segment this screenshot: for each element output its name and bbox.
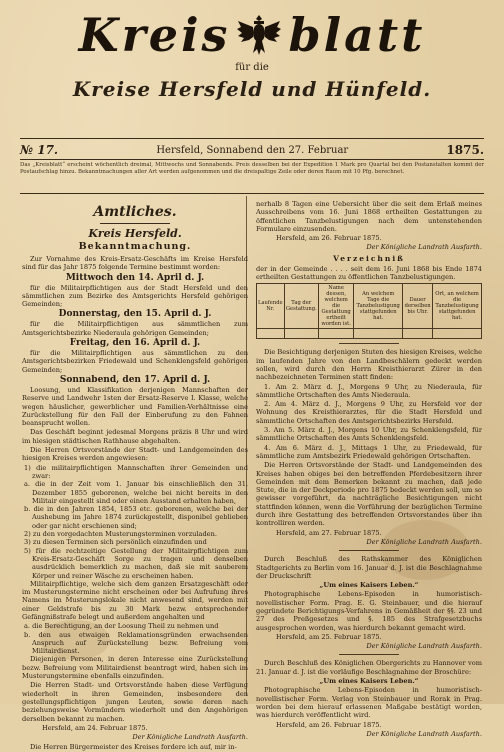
table-header: Name dessen, welchem die Gestattung ertheilt worden ist. [319, 284, 354, 329]
title-left: Kreis [78, 8, 231, 62]
masthead [0, 6, 504, 102]
list-item: 4. Am 6. März d. J., Mittags 1 Uhr, zu Friedewald, für sämmtliche zum Amtsbezirk Friedewald gehörigen Ortschaften. [256, 443, 482, 460]
list-item: 5) für die rechtzeitige Gestellung der Militairpflichtigen zum Kreis-Ersatz-Geschäft Sorge zu tragen und denselben ausdrücklich bemerklich zu machen, daß sie mit sauberem Körper und reiner Wäsche zu erscheinen haben. [24, 546, 248, 580]
date-text: für die Militairpflichtigen aus der Stadt Hersfeld und den sämmtlichen zum Bezirke des Amtsgerichts Hersfeld gehörigen Gemeinden; [22, 283, 248, 309]
paragraph: Die Herren Ortsvorstände der Stadt- und Landgemeinden des hiesigen Kreises werden angewiesen: [22, 446, 248, 463]
table-header: An welchem Tage die Tanzbelustigung stattgefunden hat. [354, 284, 403, 329]
register-table [256, 283, 482, 339]
date-heading: Mittwoch den 14. April d. J. [65, 272, 205, 283]
place-date: Hersfeld, am 24. Februar 1875. [42, 723, 148, 732]
date-text: Loosung, und Klassifikation derjenigen Mannschaften der Reserve und Landwehr 1sten der Ersatz-Reserve I. Klasse, welche wegen häuslicher, gewerblicher und Familien-Verhältnisse eine Zurückstellung für den Fall der Einberufung zu den Fahnen beansprucht wollen. [22, 385, 248, 428]
masthead-rule [20, 138, 484, 139]
issue-place-date: Hersfeld, Sonnabend den 27. Februar [156, 144, 349, 156]
issue-line [20, 142, 484, 158]
table-row [257, 329, 482, 339]
list-item: 3) zu diesen Terminen sich persönlich einzufinden und [24, 538, 207, 547]
announcement-heading: Bekanntmachung. [78, 241, 192, 252]
list-item: 1. Am 2. März d. J., Morgens 9 Uhr, zu Niederaula, für sämmtliche Ortschaften des Amts Niederaula. [256, 382, 482, 399]
signature: Der Königliche Landrath Ausfarth. [132, 733, 248, 742]
subscription-notice: Das „Kreisblatt“ erscheint wöchentlich dreimal, Mittwochs und Sonnabends. Preis desselben bei der Expedition 1 Mark pro Quartal bei den Postanstalten kommt der Postaufschlag hinzu. Bekanntmachungen aller Art werden aufgenommen und die dreispaltige Zeile oder deren Raum mit 10 Pfg. berechnet. [20, 162, 484, 175]
date-text: für die Militairpflichtigen aus sämmtlichen zu den Amtsgerichtsbezirken Friedewald und Schenklengsfeld gehörigen Gemeinden; [22, 349, 248, 374]
notice-rule [20, 193, 484, 194]
list-item: 2) zu den vorgedachten Musterungsterminen vorzuladen. [24, 530, 217, 539]
paragraph: Photographische Lebens-Episoden in humoristisch-novellistischer Form. Verlag von Steinbauer und Rorak in Prag. worden bei dem hierauf erlassenen Maßgabe bestätigt worden, was hierdurch veröffentlicht wird. [256, 686, 482, 720]
place-date: Hersfeld, am 26. Februar 1875. [276, 720, 382, 729]
paragraph: nerhalb 8 Tagen eine Uebersicht über die seit dem Erlaß meines Ausschreibens vom 16. Juni 1868 ertheilten Gestattungen zu öffentlichen Tanzbelustigungen nach dem untenstehenden Formulare einzusenden. [256, 200, 482, 233]
paragraph: Das Geschäft beginnt jedesmal Morgens präzis 8 Uhr und wird im hiesigen städtischen Rathhause abgehalten. [22, 428, 248, 445]
issue-year: 1875. [446, 143, 484, 157]
paragraph: Die Herren Ortsvorstände der Stadt- und Landgemeinden des Kreises haben obiges bei den betreffenden Pferdebesitzern ihrer Gemeinden mit dem Bemerken bekannt zu machen, daß jede Stute, die in der Deckperiode pro 1875 bedeckt werden soll, um so gewisser vorgeführt, da nachträgliche Besichtigungen nicht stattfinden können, wenn die Vorführung der bezüglichen Termine durch ihre Gestattung des betreffenden Ortsvorstandes über ihn kontrolliren werden. [256, 461, 482, 528]
signature: Der Königliche Landrath Ausfarth. [366, 729, 482, 738]
publication-title: „Um eines Kaisers Leben.“ [319, 677, 419, 686]
office-heading: Kreis Hersfeld. [88, 227, 182, 240]
list-item: 3. Am 5. März d. J., Morgens 10 Uhr, zu Schenklengsfeld, für sämmtliche Ortschaften des Amts Schenklengsfeld. [256, 426, 482, 443]
paragraph: Diejenigen Personen, in deren Interesse eine Zurückstellung bezw. Befreiung vom Militairdienst beantragt wird, haben sich im Musterungstermine ebenfalls einzufinden. [22, 655, 248, 681]
separator [339, 654, 399, 655]
place-date: Hersfeld, am 27. Februar 1875. [276, 528, 382, 537]
register-title: Verzeichniß [333, 253, 405, 263]
issue-rule [20, 159, 484, 160]
paragraph: Die Besichtigung derjenigen Stuten des hiesigen Kreises, welche im laufenden Jahre von den Landbeschälern gedeckt werden sollen, wird durch den Herrn Kreisthierarzt Zürer in den nachbezeichneten Terminen statt finden: [256, 348, 482, 382]
left-column [22, 200, 248, 752]
signature: Der Königliche Landrath Ausfarth. [366, 642, 482, 651]
issue-number: № 17. [20, 143, 59, 157]
title-right: blatt [288, 8, 426, 62]
paragraph: Die Herren Stadt- und Ortsvorstände haben diese Verfügung wiederholt in ihren Gemeinden, insbesondere den gestellungspflichtigen jungen Leuten, sowie deren nach beziehungsweise Vormündern wiederholt und den Angehörigen derselben bekannt zu machen. [22, 681, 248, 723]
list-item: 2. Am 4. März d. J., Morgens 9 Uhr, zu Hersfeld vor der Wohnung des Kreisthierarztes, für die Stadt Hersfeld und sämmtliche Ortschaften des Amtsgerichtsbezirks Hersfeld. [256, 400, 482, 425]
list-item: a. die in der Zeit vom 1. Januar bis einschließlich den 31. Dezember 1855 geborenen, welche bei nicht bereits in den Militair eingestellt sind oder einen Ausstand erhalten haben, [24, 480, 248, 505]
section-heading: Amtliches. [93, 204, 177, 220]
table-header: Dauer derselben bis Uhr. [403, 284, 433, 329]
list-item: b. den aus etwaigen Reklamationsgründen erwachsenden Anspruch auf Zurückstellung bezw. Befreiung vom Militairdienst. [24, 630, 248, 656]
paragraph: Durch Beschluß des Königlichen Obergerichts zu Hannover vom 21. Januar d. J. ist die vorläufige Beschlagnahme der Broschüre: [256, 659, 482, 676]
masthead-connector: für die [235, 62, 269, 73]
separator [339, 343, 399, 344]
table-header: Tag der Gestattung. [284, 284, 318, 329]
signature: Der Königliche Landrath Ausfarth. [366, 537, 482, 546]
date-heading: Sonnabend, den 17. April d. J. [59, 374, 211, 385]
list-item: a. die Berechtigung, an der Loosung Theil zu nehmen und [24, 622, 219, 631]
paragraph: Die Herren Bürgermeister des Kreises fordere ich auf, mir in- [30, 743, 237, 752]
date-heading: Donnerstag, den 15. April d. J. [58, 309, 212, 320]
masthead-subtitle: Kreise Hersfeld und Hünfeld. [72, 77, 432, 101]
separator [339, 550, 399, 551]
list-item: 1) die militairpflichtigen Mannschaften ihrer Gemeinden und zwar: [24, 463, 248, 480]
date-heading: Freitag, den 16. April d. J. [69, 338, 201, 349]
signature: Der Königliche Landrath Ausfarth. [366, 243, 482, 252]
paragraph: Militairpflichtige, welche sich dem ganzen Ersatzgeschäft oder im Musterungstermine nicht erscheinen oder bei Aufrufung ihres Namens im Musterungslokale nicht anwesend sind, werden mit einer Geldstrafe bis zu 30 Mark bezw. entsprechender Gefängnißstrafe belegt und außerdem angehalten und [22, 579, 248, 621]
table-header: Ort, an welchem die Tanzbelustigung stattgefunden hat. [433, 284, 482, 329]
list-item: b. die in den Jahren 1854, 1853 etc. geborenen, welche bei der Aushebung im Jahre 1874 zurückgestellt, disponibel geblieben oder gar nicht erschienen sind; [24, 505, 248, 530]
right-column [256, 200, 482, 738]
masthead-title [0, 6, 504, 64]
section-rule [100, 223, 170, 224]
publication-title: „Um eines Kaisers Leben.“ [319, 581, 419, 590]
register-subtitle: der in der Gemeinde . . . . seit dem 16. Juni 1868 bis Ende 1874 ertheilten Gestattungen zu öffentlichen Tanzbelustigungen. [256, 264, 482, 282]
place-date: Hersfeld, am 26. Februar 1875. [276, 234, 382, 243]
announcement-intro: Zur Vornahme des Kreis-Ersatz-Geschäfts im Kreise Hersfeld sind für das Jahr 1875 folgende Termine bestimmt worden: [22, 255, 248, 272]
table-header: Laufende Nr. [257, 284, 285, 329]
paragraph: Photographische Lebens-Episoden in humoristisch-novellistischer Form. Prag. E. G. Steinbauer, und die hierauf gegründete Berichtigungs-Verfahrens in Gemäßheit der §§. 23 und 27 des Preßgesetzes und §. 185 des Strafgesetzbuchs ausgesprochen worden, was hierdurch bekannt gemacht wird. [256, 590, 482, 632]
date-text: für die Militairpflichtigen aus sämmtlichen zum Amtsgerichtsbezirke Niederaula gehörigen Gemeinden; [22, 320, 248, 337]
place-date: Hersfeld, am 25. Februar 1875. [276, 632, 382, 641]
paragraph: Durch Beschluß des Rathskammer des Königlichen Stadtgerichts zu Berlin vom 16. Januar d. J. ist die Beschlagnahme der Druckschrift [256, 555, 482, 580]
eagle-crest-icon [236, 11, 282, 59]
